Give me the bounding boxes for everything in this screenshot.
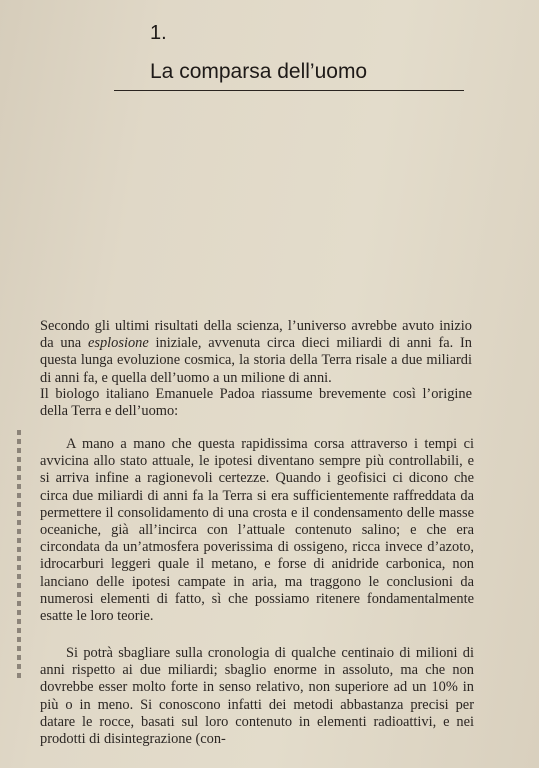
quote-paragraph-2: Si potrà sbagliare sulla cronologia di qualche centinaio di milioni di anni rispetto ai due miliardi; sbaglio enorme in assoluto, ma che non dovrebbe esser molto forte in senso relativo, non superiore ad un 10% in più o in meno. Si conoscono infatti dei metodi abbastanza precisi per datare le rocce, basati sul loro contenuto in elementi radioattivi, e nei prodotti di disintegrazione (con- [40, 645, 474, 748]
chapter-title: La comparsa dell’uomo [150, 60, 368, 83]
paragraph-padoa: Il biologo italiano Emanuele Padoa riassume brevemente così l’origine della Terra e dell’uomo: [40, 386, 472, 420]
quote-margin-mark [17, 430, 21, 680]
paragraph-intro [40, 318, 472, 387]
chapter-number: 1. [150, 22, 167, 44]
quote-paragraph-1: A mano a mano che questa rapidissima corsa attraverso i tempi ci avvicina allo stato attuale, le ipotesi diventano sempre più controllabili, e si arriva infine a ragionevoli certezze. Quando i geofisici ci dicono che circa due miliardi di anni fa la Terra si era sufficientemente raffreddata da permettere il consolidamento di una crosta e il condensamento delle masse oceaniche, già all’incirca con l’attuale contenuto salino; e che era circondata da un’atmosfera poverissima di ossigeno, ricca invece d’azoto, idrocarburi leggeri quale il metano, e forse di anidride carbonica, non lanciano delle ipotesi campate in aria, ma traggono le conclusioni da numerosi elementi di fatto, sì che possiamo ritenere fondamentalmente esatte le loro teorie. [40, 436, 474, 625]
paragraph-intro-part2: iniziale, avvenuta circa dieci miliardi di anni fa. In questa lunga evoluzione cosmica, la storia della Terra risale a due miliardi di anni fa, e quella dell’uomo a un milione di anni. [40, 335, 473, 386]
emphasis-word: esplosione [87, 335, 149, 352]
paragraph-intro-part1: Secondo gli ultimi risultati della scienza, l’universo avrebbe avuto inizio da una [40, 318, 472, 352]
title-underline [114, 90, 464, 91]
